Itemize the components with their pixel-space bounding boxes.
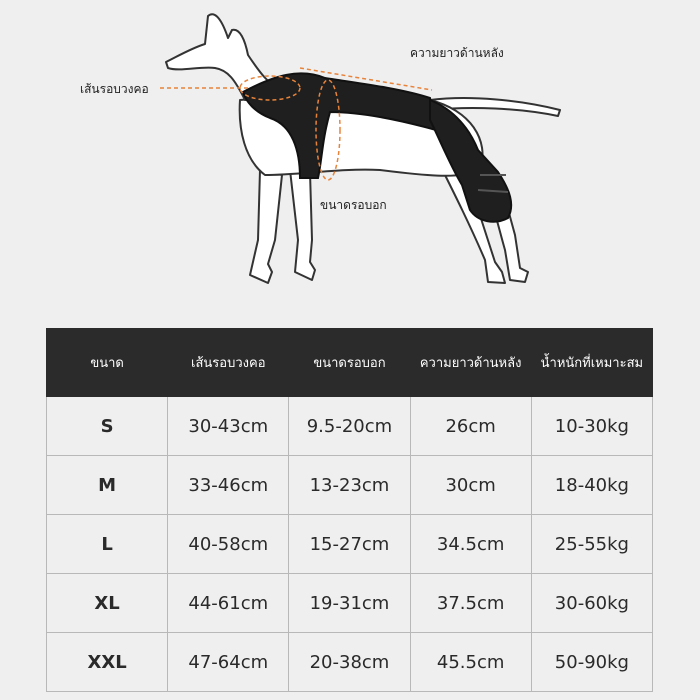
neck-cell: 33-46cm: [168, 456, 289, 515]
header-weight: น้ำหนักที่เหมาะสม: [531, 329, 652, 397]
table-row: [47, 456, 653, 515]
back-length-cell: 34.5cm: [410, 515, 531, 574]
weight-cell: 18-40kg: [531, 456, 652, 515]
size-cell: L: [47, 515, 168, 574]
neck-cell: 40-58cm: [168, 515, 289, 574]
back-length-label: ความยาวด้านหลัง: [410, 46, 504, 60]
header-neck: เส้นรอบวงคอ: [168, 329, 289, 397]
chest-cell: 19-31cm: [289, 574, 410, 633]
weight-cell: 25-55kg: [531, 515, 652, 574]
neck-cell: 44-61cm: [168, 574, 289, 633]
chest-cell: 15-27cm: [289, 515, 410, 574]
back-length-cell: 30cm: [410, 456, 531, 515]
table-header-row: [47, 329, 653, 397]
back-length-cell: 26cm: [410, 397, 531, 456]
table-row: [47, 515, 653, 574]
back-length-cell: 37.5cm: [410, 574, 531, 633]
size-chart-table: [46, 328, 653, 692]
back-length-cell: 45.5cm: [410, 633, 531, 692]
chest-cell: 9.5-20cm: [289, 397, 410, 456]
header-back-length: ความยาวด้านหลัง: [410, 329, 531, 397]
size-cell: XXL: [47, 633, 168, 692]
weight-cell: 30-60kg: [531, 574, 652, 633]
weight-cell: 10-30kg: [531, 397, 652, 456]
chest-cell: 13-23cm: [289, 456, 410, 515]
size-cell: S: [47, 397, 168, 456]
weight-cell: 50-90kg: [531, 633, 652, 692]
chest-size-label: ขนาดรอบอก: [320, 198, 387, 212]
neck-girth-label: เส้นรอบวงคอ: [80, 82, 149, 96]
table-row: [47, 397, 653, 456]
dog-harness-illustration: [0, 0, 700, 310]
header-chest: ขนาดรอบอก: [289, 329, 410, 397]
chest-cell: 20-38cm: [289, 633, 410, 692]
table-row: [47, 633, 653, 692]
neck-cell: 47-64cm: [168, 633, 289, 692]
size-cell: XL: [47, 574, 168, 633]
header-size: ขนาด: [47, 329, 168, 397]
neck-cell: 30-43cm: [168, 397, 289, 456]
size-cell: M: [47, 456, 168, 515]
table-row: [47, 574, 653, 633]
